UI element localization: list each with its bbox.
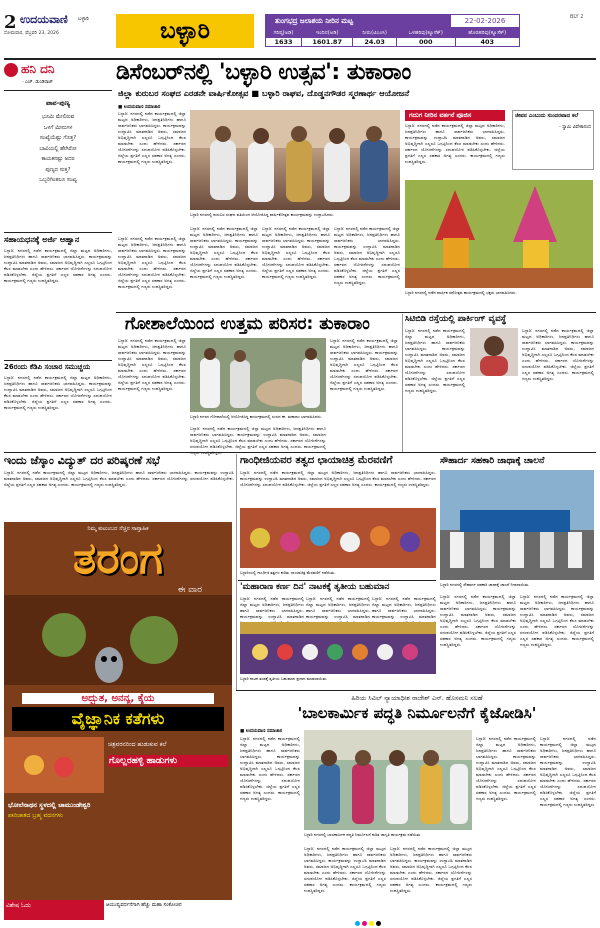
ad-photo-1: [4, 737, 104, 793]
gandhi-body: ಬಳ್ಳಾರಿ: ನಗರದಲ್ಲಿ ನಡೆದ ಕಾರ್ಯಕ್ರಮದಲ್ಲಿ ಜಿಲ್ಲಾ ಮಟ್ಟದ ಅಧಿಕಾರಿಗಳು, ಜನಪ್ರತಿನಿಧಿಗಳು ಹಾಗೂ ಸಾರ್ವಜನಿಕರು ಭಾಗವಹಿಸಿದ್ದರು. ಕಾರ್ಯಕ್ರಮವನ್ನು ಉದ್ಘಾಟಿಸಿ ಮಾತನಾಡಿದ ಅವರು, ಸಮಾಜದ ಅಭಿವೃದ್ಧಿಗಾಗಿ ಎಲ್ಲರೂ ಒಗ್ಗಟ್ಟಿನಿಂದ ಕೆಲಸ ಮಾಡಬೇಕು ಎಂದು ಹೇಳಿದರು. ಸರ್ಕಾರದ ಯೋಜನೆಗಳನ್ನು ಸದುಪಯೋಗ ಪಡಿಸಿಕೊಳ್ಳಬೇಕು. ಜಿಲ್ಲೆಯ ಪ್ರಗತಿಗೆ ಎಲ್ಲರ ಸಹಕಾರ ಅಗತ್ಯ ಎಂದರು. ಕಾರ್ಯಕ್ರಮದಲ್ಲಿ ಗಣ್ಯರು ಉಪಸ್ಥಿತರಿದ್ದರು.: [240, 470, 436, 487]
table-cell: 1633: [266, 38, 302, 47]
taranga-ad: [4, 522, 232, 920]
bottom-photo-image: [304, 730, 472, 830]
bottom-headline: 'ಬಾಲಕಾರ್ಮಿಕ ಪದ್ಧತಿ ನಿರ್ಮೂಲನೆಗೆ ಕೈಜೋಡಿಸಿ': [297, 704, 537, 722]
goshala-body-2: ಬಳ್ಳಾರಿ: ನಗರದಲ್ಲಿ ನಡೆದ ಕಾರ್ಯಕ್ರಮದಲ್ಲಿ ಜಿಲ್ಲಾ ಮಟ್ಟದ ಅಧಿಕಾರಿಗಳು, ಜನಪ್ರತಿನಿಧಿಗಳು ಹಾಗೂ ಸಾರ್ವಜನಿಕರು ಭಾಗವಹಿಸಿದ್ದರು. ಕಾರ್ಯಕ್ರಮವನ್ನು ಉದ್ಘಾಟಿಸಿ ಮಾತನಾಡಿದ ಅವರು, ಸಮಾಜದ ಅಭಿವೃದ್ಧಿಗಾಗಿ ಎಲ್ಲರೂ ಒಗ್ಗಟ್ಟಿನಿಂದ ಕೆಲಸ ಮಾಡಬೇಕು ಎಂದು ಹೇಳಿದರು. ಸರ್ಕಾರದ ಯೋಜನೆಗಳನ್ನು ಸದುಪಯೋಗ ಪಡಿಸಿಕೊಳ್ಳಬೇಕು. ಜಿಲ್ಲೆಯ ಪ್ರಗತಿಗೆ ಎಲ್ಲರ ಸಹಕಾರ ಅಗತ್ಯ ಎಂದರು. ಕಾರ್ಯಕ್ರಮದಲ್ಲಿ ಗಣ್ಯರು ಉಪಸ್ಥಿತರಿದ್ದರು.: [330, 338, 398, 391]
corner-tag: BLY 2: [570, 14, 584, 20]
ad-tag1: ಅದ್ಭುತ, ಅನನ್ಯ, ಕೈಯ: [22, 693, 214, 704]
story-headline: 26ರಂದು ಕೆಡಿಪಿ ಸಂಚಾರ ಸಮುಚ್ಚಯ: [4, 363, 91, 371]
story-body: ಬಳ್ಳಾರಿ: ನಗರದಲ್ಲಿ ನಡೆದ ಕಾರ್ಯಕ್ರಮದಲ್ಲಿ ಜಿಲ್ಲಾ ಮಟ್ಟದ ಅಧಿಕಾರಿಗಳು, ಜನಪ್ರತಿನಿಧಿಗಳು ಹಾಗೂ ಸಾರ್ವಜನಿಕರು ಭಾಗವಹಿಸಿದ್ದರು. ಕಾರ್ಯಕ್ರಮವನ್ನು ಉದ್ಘಾಟಿಸಿ ಮಾತನಾಡಿದ ಅವರು, ಸಮಾಜದ ಅಭಿವೃದ್ಧಿಗಾಗಿ ಎಲ್ಲರೂ ಒಗ್ಗಟ್ಟಿನಿಂದ ಕೆಲಸ ಮಾಡಬೇಕು ಎಂದು ಹೇಳಿದರು. ಸರ್ಕಾರದ ಯೋಜನೆಗಳನ್ನು ಸದುಪಯೋಗ ಪಡಿಸಿಕೊಳ್ಳಬೇಕು. ಜಿಲ್ಲೆಯ ಪ್ರಗತಿಗೆ ಎಲ್ಲರ ಸಹಕಾರ ಅಗತ್ಯ ಎಂದರು. ಕಾರ್ಯಕ್ರಮದಲ್ಲಿ ಗಣ್ಯರು ಉಪಸ್ಥಿತರಿದ್ದರು.: [4, 375, 112, 410]
festival-photo: [405, 180, 593, 288]
gandhi-photo-image: [240, 508, 436, 568]
poem: [4, 112, 112, 186]
mahasabha-photo-image: [240, 622, 436, 674]
ad-tag2: ವೈಜ್ಞಾನಿಕ ಕತೆಗಳು: [12, 707, 224, 731]
bottom-photo: [304, 730, 472, 830]
festival-photo-caption: ಬಳ್ಳಾರಿ ನಗರದಲ್ಲಿ ನಡೆದ ವಾರ್ಷಿಕ ರಥೋತ್ಸವ ಕಾರ್ಯಕ್ರಮದಲ್ಲಿ ಭಕ್ತರು ಭಾಗವಹಿಸಿದರು.: [405, 290, 517, 295]
bottom-kicker: ಹಿರಿಯ ಸಿವಿಲ್ ನ್ಯಾಯಾಧೀಶ ರಾಜೇಶ್ ಎನ್. ಹೊಸಮನಿ ಸಲಹೆ: [351, 694, 483, 702]
poem-line: ಪುಣ್ಯದ ಸುತ್ತ?: [45, 166, 71, 173]
story-headline: ಸಹಾಯಧನಕ್ಕೆ ಅರ್ಜಿ ಆಹ್ವಾನ: [4, 235, 80, 244]
hanidani-author: - ಎಚ್. ಡುಂಡಿರಾಜ್: [22, 80, 53, 85]
lead-headline: ಡಿಸೆಂಬರ್‌ನಲ್ಲಿ 'ಬಳ್ಳಾರಿ ಉತ್ಸವ': ತುಕಾರಾಂ: [116, 60, 411, 85]
bottom-body-4: ಬಳ್ಳಾರಿ: ನಗರದಲ್ಲಿ ನಡೆದ ಕಾರ್ಯಕ್ರಮದಲ್ಲಿ ಜಿಲ್ಲಾ ಮಟ್ಟದ ಅಧಿಕಾರಿಗಳು, ಜನಪ್ರತಿನಿಧಿಗಳು ಹಾಗೂ ಸಾರ್ವಜನಿಕರು ಭಾಗವಹಿಸಿದ್ದರು. ಕಾರ್ಯಕ್ರಮವನ್ನು ಉದ್ಘಾಟಿಸಿ ಮಾತನಾಡಿದ ಅವರು, ಸಮಾಜದ ಅಭಿವೃದ್ಧಿಗಾಗಿ ಎಲ್ಲರೂ ಒಗ್ಗಟ್ಟಿನಿಂದ ಕೆಲಸ ಮಾಡಬೇಕು ಎಂದು ಹೇಳಿದರು. ಸರ್ಕಾರದ ಯೋಜನೆಗಳನ್ನು ಸದುಪಯೋಗ ಪಡಿಸಿಕೊಳ್ಳಬೇಕು. ಜಿಲ್ಲೆಯ ಪ್ರಗತಿಗೆ ಎಲ್ಲರ ಸಹಕಾರ ಅಗತ್ಯ ಎಂದರು. ಕಾರ್ಯಕ್ರಮದಲ್ಲಿ ಗಣ್ಯರು ಉಪಸ್ಥಿತರಿದ್ದರು.: [476, 736, 536, 801]
lead-photo-image: [190, 110, 400, 210]
section-title: ಬಳ್ಳಾರಿ: [160, 18, 210, 44]
poem-line: ಸಂಖ್ಯೆಯೆಷ್ಟು ಗೊತ್ತ?: [39, 135, 77, 141]
table-cell: 403: [455, 38, 519, 47]
parking-body-1: ಬಳ್ಳಾರಿ: ನಗರದಲ್ಲಿ ನಡೆದ ಕಾರ್ಯಕ್ರಮದಲ್ಲಿ ಜಿಲ್ಲಾ ಮಟ್ಟದ ಅಧಿಕಾರಿಗಳು, ಜನಪ್ರತಿನಿಧಿಗಳು ಹಾಗೂ ಸಾರ್ವಜನಿಕರು ಭಾಗವಹಿಸಿದ್ದರು. ಕಾರ್ಯಕ್ರಮವನ್ನು ಉದ್ಘಾಟಿಸಿ ಮಾತನಾಡಿದ ಅವರು, ಸಮಾಜದ ಅಭಿವೃದ್ಧಿಗಾಗಿ ಎಲ್ಲರೂ ಒಗ್ಗಟ್ಟಿನಿಂದ ಕೆಲಸ ಮಾಡಬೇಕು ಎಂದು ಹೇಳಿದರು. ಸರ್ಕಾರದ ಯೋಜನೆಗಳನ್ನು ಸದುಪಯೋಗ ಪಡಿಸಿಕೊಳ್ಳಬೇಕು. ಜಿಲ್ಲೆಯ ಪ್ರಗತಿಗೆ ಎಲ್ಲರ ಸಹಕಾರ ಅಗತ್ಯ ಎಂದರು. ಕಾರ್ಯಕ್ರಮದಲ್ಲಿ ಗಣ್ಯರು ಉಪಸ್ಥಿತರಿದ್ದರು.: [405, 328, 465, 393]
paper-name: ಉದಯವಾಣಿ: [20, 13, 68, 26]
goshala-photo-caption: ಬಳ್ಳಾರಿ ನಗರದ ಗೋಶಾಲೆಯಲ್ಲಿ ಆಯೋಜಿಸಿದ್ದ ಕಾರ್ಯಕ್ರಮದಲ್ಲಿ ಸಂಸದ ಈ. ತುಕಾರಾಂ ಭಾಗವಹಿಸಿದರು.: [190, 414, 322, 419]
goshala-photo-image: [190, 338, 326, 412]
power-body: ಬಳ್ಳಾರಿ: ನಗರದಲ್ಲಿ ನಡೆದ ಕಾರ್ಯಕ್ರಮದಲ್ಲಿ ಜಿಲ್ಲಾ ಮಟ್ಟದ ಅಧಿಕಾರಿಗಳು, ಜನಪ್ರತಿನಿಧಿಗಳು ಹಾಗೂ ಸಾರ್ವಜನಿಕರು ಭಾಗವಹಿಸಿದ್ದರು. ಕಾರ್ಯಕ್ರಮವನ್ನು ಉದ್ಘಾಟಿಸಿ ಮಾತನಾಡಿದ ಅವರು, ಸಮಾಜದ ಅಭಿವೃದ್ಧಿಗಾಗಿ ಎಲ್ಲರೂ ಒಗ್ಗಟ್ಟಿನಿಂದ ಕೆಲಸ ಮಾಡಬೇಕು ಎಂದು ಹೇಳಿದರು. ಸರ್ಕಾರದ ಯೋಜನೆಗಳನ್ನು ಸದುಪಯೋಗ ಪಡಿಸಿಕೊಳ್ಳಬೇಕು. ಜಿಲ್ಲೆಯ ಪ್ರಗತಿಗೆ ಎಲ್ಲರ ಸಹಕಾರ ಅಗತ್ಯ ಎಂದರು. ಕಾರ್ಯಕ್ರಮದಲ್ಲಿ ಗಣ್ಯರು ಉಪಸ್ಥಿತರಿದ್ದರು.: [4, 470, 234, 487]
table-cell: 000: [396, 38, 455, 47]
ad-item3: ಭೋಲೆನಾಥನ ಸ್ಥಳದಲ್ಲಿ ಚಾಮುಂಡೇಶ್ವರಿ: [8, 801, 91, 809]
lead-subhead: ಜಿಲ್ಲಾ ಕುರುಬರ ಸಂಘದ ಎರಡನೇ ವಾರ್ಷಿಕೋತ್ಸವ ■ ಬಳ್ಳಾರಿ ರಾಘವ, ದೊಡ್ಡನಗೌಡರ ಸ್ಮರಣಾರ್ಥ ಆಯೋಜನೆ: [118, 88, 410, 98]
table-cell: 1601.87: [301, 38, 352, 47]
table-header: ಒಳಹರಿವು(ಕ್ಯೂಸೆಕ್): [396, 29, 455, 38]
color-registration-marks: [355, 921, 381, 926]
page-number: 2: [4, 12, 17, 33]
table-header: ಗರಿಷ್ಠ(ಅಡಿ): [266, 29, 302, 38]
poem-line: ಕಾಯಕನಷ್ಟು ಅದರ: [41, 156, 75, 162]
sahakari-headline: ಸೌಹಾರ್ದ ಸಹಕಾರಿ ಜಾಥಾಕ್ಕೆ ಚಾಲನೆ: [440, 456, 545, 466]
ad-item1: ಚಿತ್ರವರನರಿಂದ ಹುಡುಕುವ ಕಲೆ: [108, 741, 167, 748]
official-portrait: [470, 328, 518, 376]
poem-line: ಭೂಮಿ ಮೇಲಿರುವ: [41, 114, 75, 120]
sahakari-photo-image: [440, 470, 594, 580]
lead-body-5: ಬಳ್ಳಾರಿ: ನಗರದಲ್ಲಿ ನಡೆದ ಕಾರ್ಯಕ್ರಮದಲ್ಲಿ ಜಿಲ್ಲಾ ಮಟ್ಟದ ಅಧಿಕಾರಿಗಳು, ಜನಪ್ರತಿನಿಧಿಗಳು ಹಾಗೂ ಸಾರ್ವಜನಿಕರು ಭಾಗವಹಿಸಿದ್ದರು. ಕಾರ್ಯಕ್ರಮವನ್ನು ಉದ್ಘಾಟಿಸಿ ಮಾತನಾಡಿದ ಅವರು, ಸಮಾಜದ ಅಭಿವೃದ್ಧಿಗಾಗಿ ಎಲ್ಲರೂ ಒಗ್ಗಟ್ಟಿನಿಂದ ಕೆಲಸ ಮಾಡಬೇಕು ಎಂದು ಹೇಳಿದರು. ಸರ್ಕಾರದ ಯೋಜನೆಗಳನ್ನು ಸದುಪಯೋಗ ಪಡಿಸಿಕೊಳ್ಳಬೇಕು. ಜಿಲ್ಲೆಯ ಪ್ರಗತಿಗೆ ಎಲ್ಲರ ಸಹಕಾರ ಅಗತ್ಯ ಎಂದರು. ಕಾರ್ಯಕ್ರಮದಲ್ಲಿ ಗಣ್ಯರು ಉಪಸ್ಥಿತರಿದ್ದರು.: [118, 236, 186, 289]
side-box-body: ಬಳ್ಳಾರಿ: ನಗರದಲ್ಲಿ ನಡೆದ ಕಾರ್ಯಕ್ರಮದಲ್ಲಿ ಜಿಲ್ಲಾ ಮಟ್ಟದ ಅಧಿಕಾರಿಗಳು, ಜನಪ್ರತಿನಿಧಿಗಳು ಹಾಗೂ ಸಾರ್ವಜನಿಕರು ಭಾಗವಹಿಸಿದ್ದರು. ಕಾರ್ಯಕ್ರಮವನ್ನು ಉದ್ಘಾಟಿಸಿ ಮಾತನಾಡಿದ ಅವರು, ಸಮಾಜದ ಅಭಿವೃದ್ಧಿಗಾಗಿ ಎಲ್ಲರೂ ಒಗ್ಗಟ್ಟಿನಿಂದ ಕೆಲಸ ಮಾಡಬೇಕು ಎಂದು ಹೇಳಿದರು. ಸರ್ಕಾರದ ಯೋಜನೆಗಳನ್ನು ಸದುಪಯೋಗ ಪಡಿಸಿಕೊಳ್ಳಬೇಕು. ಜಿಲ್ಲೆಯ ಪ್ರಗತಿಗೆ ಎಲ್ಲರ ಸಹಕಾರ ಅಗತ್ಯ ಎಂದರು. ಕಾರ್ಯಕ್ರಮದಲ್ಲಿ ಗಣ್ಯರು ಉಪಸ್ಥಿತರಿದ್ದರು.: [405, 123, 505, 164]
hanidani-title: ಹನಿ ದನಿ: [21, 62, 55, 76]
hanidani-box: [4, 62, 112, 232]
edition-label: ಬಳ್ಳಾರಿ: [78, 16, 89, 22]
gandhi-photo-caption: ಬಳ್ಳಾರಿಯಲ್ಲಿ ಗಾಂಧೀಜಿ ತತ್ವಗಳ ಕುರಿತು ಛಾಯಾಚಿತ್ರ ಮೆರವಣಿಗೆ ನಡೆಯಿತು.: [240, 570, 336, 575]
parking-photo: [470, 328, 518, 376]
quote-author: - ಸ್ವಾಮಿ ವಿವೇಕಾನಂದ: [559, 125, 591, 130]
table-header: ಇಂದಿನ(ಅಡಿ): [301, 29, 352, 38]
market-title: ತುಂಗಭದ್ರ ಜಲಾಶಯ ನೀರಿನ ಮಟ್ಟ: [265, 14, 450, 28]
goshala-body-3: ಬಳ್ಳಾರಿ: ನಗರದಲ್ಲಿ ನಡೆದ ಕಾರ್ಯಕ್ರಮದಲ್ಲಿ ಜಿಲ್ಲಾ ಮಟ್ಟದ ಅಧಿಕಾರಿಗಳು, ಜನಪ್ರತಿನಿಧಿಗಳು ಹಾಗೂ ಸಾರ್ವಜನಿಕರು ಭಾಗವಹಿಸಿದ್ದರು. ಕಾರ್ಯಕ್ರಮವನ್ನು ಉದ್ಘಾಟಿಸಿ ಮಾತನಾಡಿದ ಅವರು, ಸಮಾಜದ ಅಭಿವೃದ್ಧಿಗಾಗಿ ಎಲ್ಲರೂ ಒಗ್ಗಟ್ಟಿನಿಂದ ಕೆಲಸ ಮಾಡಬೇಕು ಎಂದು ಹೇಳಿದರು. ಸರ್ಕಾರದ ಯೋಜನೆಗಳನ್ನು ಸದುಪಯೋಗ ಪಡಿಸಿಕೊಳ್ಳಬೇಕು. ಜಿಲ್ಲೆಯ ಪ್ರಗತಿಗೆ ಎಲ್ಲರ ಸಹಕಾರ ಅಗತ್ಯ ಎಂದರು. ಕಾರ್ಯಕ್ರಮದಲ್ಲಿ: [190, 426, 326, 449]
table-header: ನೀರು(ಟಿಎಂಸಿ): [353, 29, 397, 38]
poem-title: ಪಾಪ-ಪುಣ್ಯ: [45, 99, 71, 107]
ad-item2: ಗೊಲ್ಲರಹಳ್ಳಿ ಹಾಡುಗಳು: [108, 755, 228, 767]
sahakari-body-1: ಬಳ್ಳಾರಿ: ನಗರದಲ್ಲಿ ನಡೆದ ಕಾರ್ಯಕ್ರಮದಲ್ಲಿ ಜಿಲ್ಲಾ ಮಟ್ಟದ ಅಧಿಕಾರಿಗಳು, ಜನಪ್ರತಿನಿಧಿಗಳು ಹಾಗೂ ಸಾರ್ವಜನಿಕರು ಭಾಗವಹಿಸಿದ್ದರು. ಕಾರ್ಯಕ್ರಮವನ್ನು ಉದ್ಘಾಟಿಸಿ ಮಾತನಾಡಿದ ಅವರು, ಸಮಾಜದ ಅಭಿವೃದ್ಧಿಗಾಗಿ ಎಲ್ಲರೂ ಒಗ್ಗಟ್ಟಿನಿಂದ ಕೆಲಸ ಮಾಡಬೇಕು ಎಂದು ಹೇಳಿದರು. ಸರ್ಕಾರದ ಯೋಜನೆಗಳನ್ನು ಸದುಪಯೋಗ ಪಡಿಸಿಕೊಳ್ಳಬೇಕು. ಜಿಲ್ಲೆಯ ಪ್ರಗತಿಗೆ ಎಲ್ಲರ ಸಹಕಾರ ಅಗತ್ಯ ಎಂದರು. ಕಾರ್ಯಕ್ರಮದಲ್ಲಿ ಗಣ್ಯರು ಉಪಸ್ಥಿತರಿದ್ದರು.: [440, 594, 516, 647]
date-line: ಸೋಮವಾರ, ಫೆಬ್ರವರಿ 23, 2026: [4, 31, 59, 36]
bottom-photo-caption: ಬಳ್ಳಾರಿ ನಗರದಲ್ಲಿ ಬಾಲಕಾರ್ಮಿಕ ಪದ್ಧತಿ ನಿರ್ಮೂಲನೆ ಕುರಿತ ಜಾಗೃತಿ ಕಾರ್ಯಕ್ರಮ ನಡೆಯಿತು.: [304, 832, 422, 837]
dam-level-table: [265, 28, 520, 47]
mahasabha-photo: [240, 622, 436, 674]
parking-headline: ಸಿಟಿಬಿಡಿ ರಸ್ತೆಯಲ್ಲಿ ಪಾರ್ಕಿಂಗ್ ವ್ಯವಸ್ಥೆ: [405, 314, 507, 324]
bottom-byline: ■ ಉದಯವಾಣಿ ಸಮಾಚಾರ: [240, 729, 283, 734]
poem-line: ಒಬ್ಬರಿಗಿಂತಲೂ ಸಂಖ್ಯ: [39, 177, 77, 183]
ad-footer2: ಆಯುಷ್ಯವರ್ಧನೆಗಾಗಿ ಹೆಚ್ಚು ಮಹಾ ಸಂಕೋಚನ: [104, 900, 232, 920]
story-body: ಬಳ್ಳಾರಿ: ನಗರದಲ್ಲಿ ನಡೆದ ಕಾರ್ಯಕ್ರಮದಲ್ಲಿ ಜಿಲ್ಲಾ ಮಟ್ಟದ ಅಧಿಕಾರಿಗಳು, ಜನಪ್ರತಿನಿಧಿಗಳು ಹಾಗೂ ಸಾರ್ವಜನಿಕರು ಭಾಗವಹಿಸಿದ್ದರು. ಕಾರ್ಯಕ್ರಮವನ್ನು ಉದ್ಘಾಟಿಸಿ ಮಾತನಾಡಿದ ಅವರು, ಸಮಾಜದ ಅಭಿವೃದ್ಧಿಗಾಗಿ ಎಲ್ಲರೂ ಒಗ್ಗಟ್ಟಿನಿಂದ ಕೆಲಸ ಮಾಡಬೇಕು ಎಂದು ಹೇಳಿದರು. ಸರ್ಕಾರದ ಯೋಜನೆಗಳನ್ನು ಸದುಪಯೋಗ ಪಡಿಸಿಕೊಳ್ಳಬೇಕು. ಜಿಲ್ಲೆಯ ಪ್ರಗತಿಗೆ ಎಲ್ಲರ ಸಹಕಾರ ಅಗತ್ಯ ಎಂದರು. ಕಾರ್ಯಕ್ರಮದಲ್ಲಿ ಗಣ್ಯರು ಉಪಸ್ಥಿತರಿದ್ದರು.: [4, 248, 112, 283]
section-title-box: [116, 14, 254, 48]
festival-photo-image: [405, 180, 593, 288]
sahakari-photo-caption: ಬಳ್ಳಾರಿ ನಗರದಲ್ಲಿ ಸೌಹಾರ್ದ ಸಹಕಾರಿ ಜಾಥಾಕ್ಕೆ ಚಾಲನೆ ನೀಡಲಾಯಿತು.: [440, 582, 530, 587]
quote-title: ಜೀವನ ಎಂಬುದು ಸುಂದರವಾದ ಕಲೆ: [515, 113, 579, 119]
table-header: ಹೊರಹರಿವು(ಕ್ಯೂಸೆಕ್): [455, 29, 519, 38]
quote-box: [512, 110, 594, 170]
power-headline: ಇಂದು ಜೆಸ್ಕಾಂ ವಿದ್ಯುತ್ ದರ ಪರಿಷ್ಕರಣೆ ಸಭೆ: [4, 454, 160, 467]
lead-body-3: ಬಳ್ಳಾರಿ: ನಗರದಲ್ಲಿ ನಡೆದ ಕಾರ್ಯಕ್ರಮದಲ್ಲಿ ಜಿಲ್ಲಾ ಮಟ್ಟದ ಅಧಿಕಾರಿಗಳು, ಜನಪ್ರತಿನಿಧಿಗಳು ಹಾಗೂ ಸಾರ್ವಜನಿಕರು ಭಾಗವಹಿಸಿದ್ದರು. ಕಾರ್ಯಕ್ರಮವನ್ನು ಉದ್ಘಾಟಿಸಿ ಮಾತನಾಡಿದ ಅವರು, ಸಮಾಜದ ಅಭಿವೃದ್ಧಿಗಾಗಿ ಎಲ್ಲರೂ ಒಗ್ಗಟ್ಟಿನಿಂದ ಕೆಲಸ ಮಾಡಬೇಕು ಎಂದು ಹೇಳಿದರು. ಸರ್ಕಾರದ ಯೋಜನೆಗಳನ್ನು ಸದುಪಯೋಗ ಪಡಿಸಿಕೊಳ್ಳಬೇಕು. ಜಿಲ್ಲೆಯ ಪ್ರಗತಿಗೆ ಎಲ್ಲರ ಸಹಕಾರ ಅಗತ್ಯ ಎಂದರು. ಕಾರ್ಯಕ್ರಮದಲ್ಲಿ ಗಣ್ಯರು ಉಪಸ್ಥಿತರಿದ್ದರು.: [262, 226, 330, 279]
mahasabha-body-3: ಬಳ್ಳಾರಿ: ನಗರದಲ್ಲಿ ನಡೆದ ಕಾರ್ಯಕ್ರಮದಲ್ಲಿ ಜಿಲ್ಲಾ ಮಟ್ಟದ ಅಧಿಕಾರಿಗಳು, ಜನಪ್ರತಿನಿಧಿಗಳು ಹಾಗೂ ಸಾರ್ವಜನಿಕರು ಭಾಗವಹಿಸಿದ್ದರು. ಕಾರ್ಯಕ್ರಮವನ್ನು ಉದ್ಘಾಟಿಸಿ ಮಾತನಾಡಿದ: [372, 596, 436, 619]
bottom-body-3: ಬಳ್ಳಾರಿ: ನಗರದಲ್ಲಿ ನಡೆದ ಕಾರ್ಯಕ್ರಮದಲ್ಲಿ ಜಿಲ್ಲಾ ಮಟ್ಟದ ಅಧಿಕಾರಿಗಳು, ಜನಪ್ರತಿನಿಧಿಗಳು ಹಾಗೂ ಸಾರ್ವಜನಿಕರು ಭಾಗವಹಿಸಿದ್ದರು. ಕಾರ್ಯಕ್ರಮವನ್ನು ಉದ್ಘಾಟಿಸಿ ಮಾತನಾಡಿದ ಅವರು, ಸಮಾಜದ ಅಭಿವೃದ್ಧಿಗಾಗಿ ಎಲ್ಲರೂ ಒಗ್ಗಟ್ಟಿನಿಂದ ಕೆಲಸ ಮಾಡಬೇಕು ಎಂದು ಹೇಳಿದರು. ಸರ್ಕಾರದ ಯೋಜನೆಗಳನ್ನು ಸದುಪಯೋಗ ಪಡಿಸಿಕೊಳ್ಳಬೇಕು. ಜಿಲ್ಲೆಯ ಪ್ರಗತಿಗೆ ಎಲ್ಲರ ಸಹಕಾರ ಅಗತ್ಯ ಎಂದರು. ಕಾರ್ಯಕ್ರಮದಲ್ಲಿ ಗಣ್ಯರು ಉಪಸ್ಥಿತರಿದ್ದರು.: [390, 846, 472, 893]
hanidani-icon: [4, 63, 18, 77]
mahasabha-body-2: ಬಳ್ಳಾರಿ: ನಗರದಲ್ಲಿ ನಡೆದ ಕಾರ್ಯಕ್ರಮದಲ್ಲಿ ಜಿಲ್ಲಾ ಮಟ್ಟದ ಅಧಿಕಾರಿಗಳು, ಜನಪ್ರತಿನಿಧಿಗಳು ಹಾಗೂ ಸಾರ್ವಜನಿಕರು ಭಾಗವಹಿಸಿದ್ದರು. ಕಾರ್ಯಕ್ರಮವನ್ನು ಉದ್ಘಾಟಿಸಿ ಮಾತನಾಡಿದ: [306, 596, 370, 619]
lead-byline: ■ ಉದಯವಾಣಿ ಸಮಾಚಾರ: [118, 105, 161, 110]
ad-item4: ಪಾರಿಜಾತದ ಬ್ರಹ್ಮ ವದನಗಳು: [8, 812, 63, 819]
sahakari-photo: [440, 470, 594, 580]
mahasabha-headline: 'ಮಹಾರಾಣ ಕರ್ಣ ದಿನ' ನಾಟಕಕ್ಕೆ ತೃತೀಯ ಬಹುಮಾನ: [240, 582, 390, 592]
ad-title: ತರಂಗ: [73, 533, 163, 584]
lead-body-1: ಬಳ್ಳಾರಿ: ನಗರದಲ್ಲಿ ನಡೆದ ಕಾರ್ಯಕ್ರಮದಲ್ಲಿ ಜಿಲ್ಲಾ ಮಟ್ಟದ ಅಧಿಕಾರಿಗಳು, ಜನಪ್ರತಿನಿಧಿಗಳು ಹಾಗೂ ಸಾರ್ವಜನಿಕರು ಭಾಗವಹಿಸಿದ್ದರು. ಕಾರ್ಯಕ್ರಮವನ್ನು ಉದ್ಘಾಟಿಸಿ ಮಾತನಾಡಿದ ಅವರು, ಸಮಾಜದ ಅಭಿವೃದ್ಧಿಗಾಗಿ ಎಲ್ಲರೂ ಒಗ್ಗಟ್ಟಿನಿಂದ ಕೆಲಸ ಮಾಡಬೇಕು ಎಂದು ಹೇಳಿದರು. ಸರ್ಕಾರದ ಯೋಜನೆಗಳನ್ನು ಸದುಪಯೋಗ ಪಡಿಸಿಕೊಳ್ಳಬೇಕು. ಜಿಲ್ಲೆಯ ಪ್ರಗತಿಗೆ ಎಲ್ಲರ ಸಹಕಾರ ಅಗತ್ಯ ಎಂದರು. ಕಾರ್ಯಕ್ರಮದಲ್ಲಿ ಗಣ್ಯರು ಉಪಸ್ಥಿತರಿದ್ದರು.: [118, 111, 186, 164]
side-box-title: ಗದುಗ ನೀರಿನ ವರ್ತನೆ ಪೂಜಿಸ: [405, 110, 505, 121]
mahasabha-body-1: ಬಳ್ಳಾರಿ: ನಗರದಲ್ಲಿ ನಡೆದ ಕಾರ್ಯಕ್ರಮದಲ್ಲಿ ಜಿಲ್ಲಾ ಮಟ್ಟದ ಅಧಿಕಾರಿಗಳು, ಜನಪ್ರತಿನಿಧಿಗಳು ಹಾಗೂ ಸಾರ್ವಜನಿಕರು ಭಾಗವಹಿಸಿದ್ದರು. ಕಾರ್ಯಕ್ರಮವನ್ನು ಉದ್ಘಾಟಿಸಿ ಮಾತನಾಡಿದ: [240, 596, 304, 619]
bottom-body-1: ಬಳ್ಳಾರಿ: ನಗರದಲ್ಲಿ ನಡೆದ ಕಾರ್ಯಕ್ರಮದಲ್ಲಿ ಜಿಲ್ಲಾ ಮಟ್ಟದ ಅಧಿಕಾರಿಗಳು, ಜನಪ್ರತಿನಿಧಿಗಳು ಹಾಗೂ ಸಾರ್ವಜನಿಕರು ಭಾಗವಹಿಸಿದ್ದರು. ಕಾರ್ಯಕ್ರಮವನ್ನು ಉದ್ಘಾಟಿಸಿ ಮಾತನಾಡಿದ ಅವರು, ಸಮಾಜದ ಅಭಿವೃದ್ಧಿಗಾಗಿ ಎಲ್ಲರೂ ಒಗ್ಗಟ್ಟಿನಿಂದ ಕೆಲಸ ಮಾಡಬೇಕು ಎಂದು ಹೇಳಿದರು. ಸರ್ಕಾರದ ಯೋಜನೆಗಳನ್ನು ಸದುಪಯೋಗ ಪಡಿಸಿಕೊಳ್ಳಬೇಕು. ಜಿಲ್ಲೆಯ ಪ್ರಗತಿಗೆ ಎಲ್ಲರ ಸಹಕಾರ ಅಗತ್ಯ ಎಂದರು. ಕಾರ್ಯಕ್ರಮದಲ್ಲಿ ಗಣ್ಯರು ಉಪಸ್ಥಿತರಿದ್ದರು.: [240, 736, 300, 801]
table-cell: 24.03: [353, 38, 397, 47]
bottom-body-2: ಬಳ್ಳಾರಿ: ನಗರದಲ್ಲಿ ನಡೆದ ಕಾರ್ಯಕ್ರಮದಲ್ಲಿ ಜಿಲ್ಲಾ ಮಟ್ಟದ ಅಧಿಕಾರಿಗಳು, ಜನಪ್ರತಿನಿಧಿಗಳು ಹಾಗೂ ಸಾರ್ವಜನಿಕರು ಭಾಗವಹಿಸಿದ್ದರು. ಕಾರ್ಯಕ್ರಮವನ್ನು ಉದ್ಘಾಟಿಸಿ ಮಾತನಾಡಿದ ಅವರು, ಸಮಾಜದ ಅಭಿವೃದ್ಧಿಗಾಗಿ ಎಲ್ಲರೂ ಒಗ್ಗಟ್ಟಿನಿಂದ ಕೆಲಸ ಮಾಡಬೇಕು ಎಂದು ಹೇಳಿದರು. ಸರ್ಕಾರದ ಯೋಜನೆಗಳನ್ನು ಸದುಪಯೋಗ ಪಡಿಸಿಕೊಳ್ಳಬೇಕು. ಜಿಲ್ಲೆಯ ಪ್ರಗತಿಗೆ ಎಲ್ಲರ ಸಹಕಾರ ಅಗತ್ಯ ಎಂದರು. ಕಾರ್ಯಕ್ರಮದಲ್ಲಿ ಗಣ್ಯರು ಉಪಸ್ಥಿತರಿದ್ದರು.: [304, 846, 386, 893]
parking-body-2: ಬಳ್ಳಾರಿ: ನಗರದಲ್ಲಿ ನಡೆದ ಕಾರ್ಯಕ್ರಮದಲ್ಲಿ ಜಿಲ್ಲಾ ಮಟ್ಟದ ಅಧಿಕಾರಿಗಳು, ಜನಪ್ರತಿನಿಧಿಗಳು ಹಾಗೂ ಸಾರ್ವಜನಿಕರು ಭಾಗವಹಿಸಿದ್ದರು. ಕಾರ್ಯಕ್ರಮವನ್ನು ಉದ್ಘಾಟಿಸಿ ಮಾತನಾಡಿದ ಅವರು, ಸಮಾಜದ ಅಭಿವೃದ್ಧಿಗಾಗಿ ಎಲ್ಲರೂ ಒಗ್ಗಟ್ಟಿನಿಂದ ಕೆಲಸ ಮಾಡಬೇಕು ಎಂದು ಹೇಳಿದರು. ಸರ್ಕಾರದ ಯೋಜನೆಗಳನ್ನು ಸದುಪಯೋಗ ಪಡಿಸಿಕೊಳ್ಳಬೇಕು. ಜಿಲ್ಲೆಯ ಪ್ರಗತಿಗೆ ಎಲ್ಲರ ಸಹಕಾರ ಅಗತ್ಯ ಎಂದರು. ಕಾರ್ಯಕ್ರಮದಲ್ಲಿ ಗಣ್ಯರು ಉಪಸ್ಥಿತರಿದ್ದರು.: [522, 328, 594, 381]
poem-line: ಬಾವಿಯಲ್ಲಿ ಹೇಗಿರೋ: [39, 145, 77, 152]
lead-photo-caption: ಬಳ್ಳಾರಿ ನಗರದಲ್ಲಿ ಕುರುಬರ ಸಂಘದ ವತಿಯಿಂದ ಆಯೋಜಿಸಿದ್ದ ವಾರ್ಷಿಕೋತ್ಸವ ಕಾರ್ಯಕ್ರಮವನ್ನು ಉದ್ಘಾಟಿಸಿದರು.: [190, 212, 335, 217]
gandhi-photo: [240, 508, 436, 568]
lead-body-4: ಬಳ್ಳಾರಿ: ನಗರದಲ್ಲಿ ನಡೆದ ಕಾರ್ಯಕ್ರಮದಲ್ಲಿ ಜಿಲ್ಲಾ ಮಟ್ಟದ ಅಧಿಕಾರಿಗಳು, ಜನಪ್ರತಿನಿಧಿಗಳು ಹಾಗೂ ಸಾರ್ವಜನಿಕರು ಭಾಗವಹಿಸಿದ್ದರು. ಕಾರ್ಯಕ್ರಮವನ್ನು ಉದ್ಘಾಟಿಸಿ ಮಾತನಾಡಿದ ಅವರು, ಸಮಾಜದ ಅಭಿವೃದ್ಧಿಗಾಗಿ ಎಲ್ಲರೂ ಒಗ್ಗಟ್ಟಿನಿಂದ ಕೆಲಸ ಮಾಡಬೇಕು ಎಂದು ಹೇಳಿದರು. ಸರ್ಕಾರದ ಯೋಜನೆಗಳನ್ನು ಸದುಪಯೋಗ ಪಡಿಸಿಕೊಳ್ಳಬೇಕು. ಜಿಲ್ಲೆಯ ಪ್ರಗತಿಗೆ ಎಲ್ಲರ ಸಹಕಾರ ಅಗತ್ಯ ಎಂದರು. ಕಾರ್ಯಕ್ರಮದಲ್ಲಿ ಗಣ್ಯರು ಉಪಸ್ಥಿತರಿದ್ದರು.: [334, 226, 400, 285]
goshala-headline: ಗೋಶಾಲೆಯಿಂದ ಉತ್ತಮ ಪರಿಸರ: ತುಕಾರಾಂ: [125, 314, 370, 334]
ad-kicker: ನಿಮ್ಮ ಕುಟುಂಬದ ನೆಚ್ಚಿನ ಸಾಪ್ತಾಹಿಕ: [87, 526, 149, 532]
bottom-body-5: ಬಳ್ಳಾರಿ: ನಗರದಲ್ಲಿ ನಡೆದ ಕಾರ್ಯಕ್ರಮದಲ್ಲಿ ಜಿಲ್ಲಾ ಮಟ್ಟದ ಅಧಿಕಾರಿಗಳು, ಜನಪ್ರತಿನಿಧಿಗಳು ಹಾಗೂ ಸಾರ್ವಜನಿಕರು ಭಾಗವಹಿಸಿದ್ದರು. ಕಾರ್ಯಕ್ರಮವನ್ನು ಉದ್ಘಾಟಿಸಿ ಮಾತನಾಡಿದ ಅವರು, ಸಮಾಜದ ಅಭಿವೃದ್ಧಿಗಾಗಿ ಎಲ್ಲರೂ ಒಗ್ಗಟ್ಟಿನಿಂದ ಕೆಲಸ ಮಾಡಬೇಕು ಎಂದು ಹೇಳಿದರು. ಸರ್ಕಾರದ ಯೋಜನೆಗಳನ್ನು ಸದುಪಯೋಗ ಪಡಿಸಿಕೊಳ್ಳಬೇಕು. ಜಿಲ್ಲೆಯ ಪ್ರಗತಿಗೆ ಎಲ್ಲರ ಸಹಕಾರ ಅಗತ್ಯ ಎಂದರು. ಕಾರ್ಯಕ್ರಮದಲ್ಲಿ ಗಣ್ಯರು ಉಪಸ್ಥಿತರಿದ್ದರು.: [540, 736, 596, 807]
poem-line: ಒಳಗೆ ಮೀನುಗಳ: [43, 124, 73, 131]
goshala-photo: [190, 338, 326, 412]
market-date: 22-02-2026: [450, 14, 520, 28]
ad-footer1: ವಿಶೇಷ ಓದು: [4, 900, 104, 920]
ad-sub: ಈ ವಾರ: [177, 585, 202, 595]
ad-illustration: [4, 595, 232, 685]
lead-body-2: ಬಳ್ಳಾರಿ: ನಗರದಲ್ಲಿ ನಡೆದ ಕಾರ್ಯಕ್ರಮದಲ್ಲಿ ಜಿಲ್ಲಾ ಮಟ್ಟದ ಅಧಿಕಾರಿಗಳು, ಜನಪ್ರತಿನಿಧಿಗಳು ಹಾಗೂ ಸಾರ್ವಜನಿಕರು ಭಾಗವಹಿಸಿದ್ದರು. ಕಾರ್ಯಕ್ರಮವನ್ನು ಉದ್ಘಾಟಿಸಿ ಮಾತನಾಡಿದ ಅವರು, ಸಮಾಜದ ಅಭಿವೃದ್ಧಿಗಾಗಿ ಎಲ್ಲರೂ ಒಗ್ಗಟ್ಟಿನಿಂದ ಕೆಲಸ ಮಾಡಬೇಕು ಎಂದು ಹೇಳಿದರು. ಸರ್ಕಾರದ ಯೋಜನೆಗಳನ್ನು ಸದುಪಯೋಗ ಪಡಿಸಿಕೊಳ್ಳಬೇಕು. ಜಿಲ್ಲೆಯ ಪ್ರಗತಿಗೆ ಎಲ್ಲರ ಸಹಕಾರ ಅಗತ್ಯ ಎಂದರು. ಕಾರ್ಯಕ್ರಮದಲ್ಲಿ ಗಣ್ಯರು ಉಪಸ್ಥಿತರಿದ್ದರು.: [190, 226, 258, 279]
sahakari-body-2: ಬಳ್ಳಾರಿ: ನಗರದಲ್ಲಿ ನಡೆದ ಕಾರ್ಯಕ್ರಮದಲ್ಲಿ ಜಿಲ್ಲಾ ಮಟ್ಟದ ಅಧಿಕಾರಿಗಳು, ಜನಪ್ರತಿನಿಧಿಗಳು ಹಾಗೂ ಸಾರ್ವಜನಿಕರು ಭಾಗವಹಿಸಿದ್ದರು. ಕಾರ್ಯಕ್ರಮವನ್ನು ಉದ್ಘಾಟಿಸಿ ಮಾತನಾಡಿದ ಅವರು, ಸಮಾಜದ ಅಭಿವೃದ್ಧಿಗಾಗಿ ಎಲ್ಲರೂ ಒಗ್ಗಟ್ಟಿನಿಂದ ಕೆಲಸ ಮಾಡಬೇಕು ಎಂದು ಹೇಳಿದರು. ಸರ್ಕಾರದ ಯೋಜನೆಗಳನ್ನು ಸದುಪಯೋಗ ಪಡಿಸಿಕೊಳ್ಳಬೇಕು. ಜಿಲ್ಲೆಯ ಪ್ರಗತಿಗೆ ಎಲ್ಲರ ಸಹಕಾರ ಅಗತ್ಯ ಎಂದರು. ಕಾರ್ಯಕ್ರಮದಲ್ಲಿ ಗಣ್ಯರು ಉಪಸ್ಥಿತರಿದ್ದರು.: [520, 594, 594, 647]
goshala-body-1: ಬಳ್ಳಾರಿ: ನಗರದಲ್ಲಿ ನಡೆದ ಕಾರ್ಯಕ್ರಮದಲ್ಲಿ ಜಿಲ್ಲಾ ಮಟ್ಟದ ಅಧಿಕಾರಿಗಳು, ಜನಪ್ರತಿನಿಧಿಗಳು ಹಾಗೂ ಸಾರ್ವಜನಿಕರು ಭಾಗವಹಿಸಿದ್ದರು. ಕಾರ್ಯಕ್ರಮವನ್ನು ಉದ್ಘಾಟಿಸಿ ಮಾತನಾಡಿದ ಅವರು, ಸಮಾಜದ ಅಭಿವೃದ್ಧಿಗಾಗಿ ಎಲ್ಲರೂ ಒಗ್ಗಟ್ಟಿನಿಂದ ಕೆಲಸ ಮಾಡಬೇಕು ಎಂದು ಹೇಳಿದರು. ಸರ್ಕಾರದ ಯೋಜನೆಗಳನ್ನು ಸದುಪಯೋಗ ಪಡಿಸಿಕೊಳ್ಳಬೇಕು. ಜಿಲ್ಲೆಯ ಪ್ರಗತಿಗೆ ಎಲ್ಲರ ಸಹಕಾರ ಅಗತ್ಯ ಎಂದರು. ಕಾರ್ಯಕ್ರಮದಲ್ಲಿ ಗಣ್ಯರು ಉಪಸ್ಥಿತರಿದ್ದರು.: [118, 338, 186, 391]
gandhi-headline: ಗಾಂಧೀಜಿಯವರ ತತ್ವದ ಛಾಯಾಚಿತ್ರ ಮೆರವಣಿಗೆ: [240, 455, 393, 466]
mahasabha-photo-caption: ಬಳ್ಳಾರಿ ನಾಟಕ ತಂಡಕ್ಕೆ ತೃತೀಯ ಬಹುಮಾನ ಪ್ರದಾನ ಮಾಡಲಾಯಿತು.: [240, 676, 328, 681]
lead-photo: [190, 110, 400, 210]
dam-level-box: [265, 14, 520, 56]
